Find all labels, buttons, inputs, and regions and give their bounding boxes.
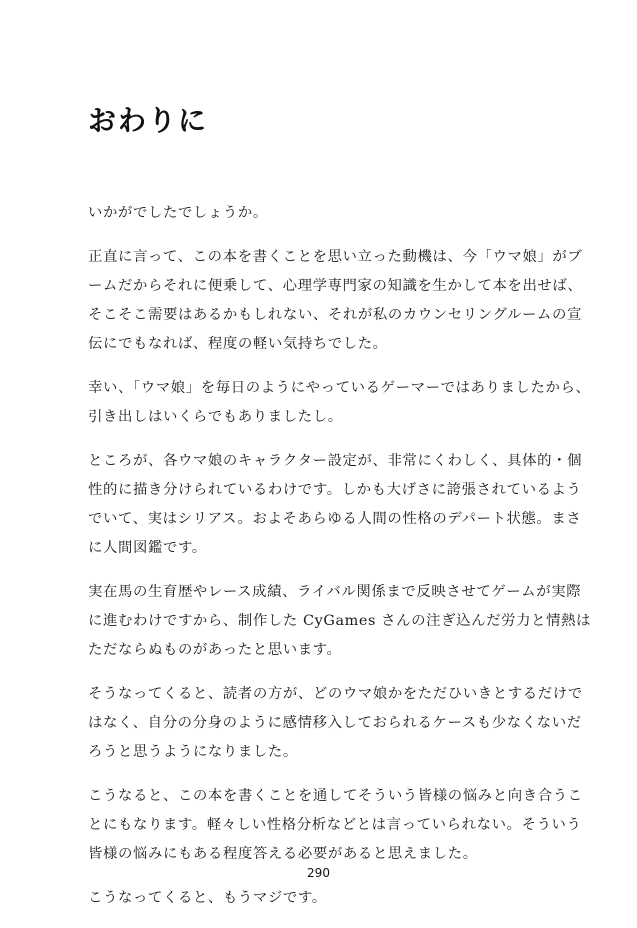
text-line: ただならぬものがあったと思います。: [88, 642, 342, 658]
text-line: に人間図鑑です。: [88, 540, 207, 556]
paragraph: [88, 782, 583, 869]
text-line: 実在馬の生育歴やレース成績、ライバル関係まで反映させてゲームが実際: [88, 584, 582, 600]
paragraph: [88, 578, 592, 665]
text-line: に進むわけですから、制作した CyGames さんの注ぎ込んだ労力と情熱は: [88, 613, 592, 629]
text-line: こうなってくると、もうマジです。: [88, 890, 327, 906]
text-line: とにもなります。軽々しい性格分析などとは言っていられない。そういう: [88, 817, 582, 833]
text-line: そこそこ需要はあるかもしれない、それが私のカウンセリングルームの宣: [88, 307, 582, 323]
chapter-title: おわりに: [88, 104, 209, 137]
text-line: ームだからそれに便乗して、心理学専門家の知識を生かして本を出せば、: [88, 278, 583, 294]
text-line: 正直に言って、この本を書くことを思い立った動機は、今「ウマ娘」がブ: [88, 249, 583, 265]
text-line: はなく、自分の分身のように感情移入しておられるケースも少なくないだ: [88, 715, 582, 731]
text-line: こうなると、この本を書くことを通してそういう皆様の悩みと向き合うこ: [88, 788, 583, 804]
text-line: 皆様の悩みにもある程度答える必要があると思えました。: [88, 846, 478, 862]
text-line: 引き出しはいくらでもありましたし。: [88, 409, 343, 425]
paragraph: [88, 199, 558, 228]
page-number: 290: [307, 866, 330, 880]
body-text: [88, 199, 592, 928]
text-line: ところが、各ウマ娘のキャラクター設定が、非常にくわしく、具体的・個: [88, 453, 583, 469]
text-line: 伝にでもなれば、程度の軽い気持ちでした。: [88, 336, 388, 352]
text-line: 性的に描き分けられているわけです。しかも大げさに誇張されているよう: [88, 482, 582, 498]
text-line: 幸い、「ウマ娘」を毎日のようにやっているゲーマーではありましたから、: [88, 380, 591, 396]
text-line: いかがでしたでしょうか。: [88, 205, 268, 221]
paragraph: [88, 447, 583, 563]
text-line: でいて、実はシリアス。およそあらゆる人間の性格のデパート状態。まさ: [88, 511, 582, 527]
paragraph: [88, 374, 591, 432]
text-line: そうなってくると、読者の方が、どのウマ娘かをただひいきとするだけで: [88, 686, 583, 702]
paragraph: [88, 884, 558, 913]
paragraph: [88, 243, 583, 359]
paragraph: [88, 680, 583, 767]
text-line: ろうと思うようになりました。: [88, 744, 298, 760]
